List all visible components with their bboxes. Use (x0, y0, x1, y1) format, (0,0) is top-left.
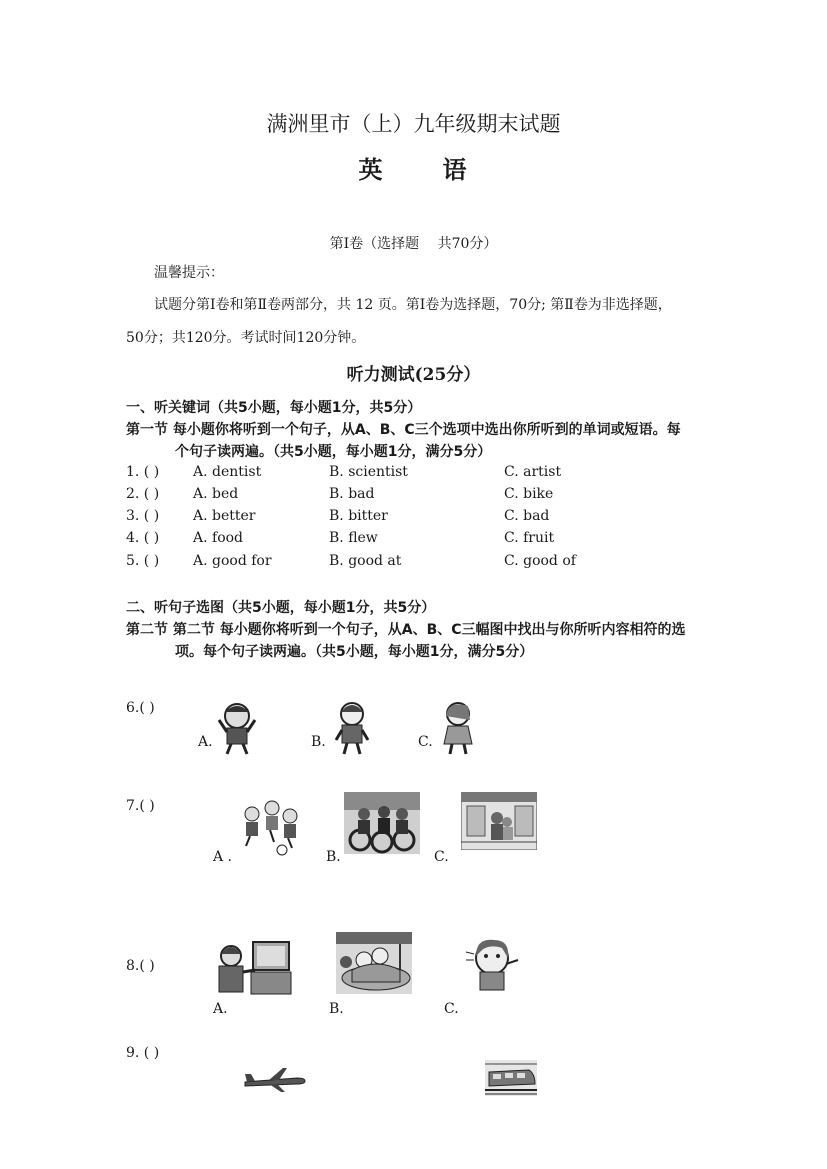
section1-instruction-1: 第一节 每小题你将听到一个句子，从A、B、C三个选项中选出你所听到的单词或短语。每 (126, 422, 681, 438)
subject-title (0, 150, 827, 185)
q8-label-c: C. (444, 1001, 459, 1017)
tips-line-2: 50分；共120分。考试时间120分钟。 (126, 330, 366, 346)
q7-picture-b (344, 792, 420, 854)
q6-picture-b (332, 700, 372, 756)
q5-option-b: B. good at (329, 553, 402, 569)
section1-instruction-2: 个句子读两遍。（共5小题，每小题1分，满分5分） (175, 444, 492, 460)
q7-label-b: B. (326, 849, 341, 865)
q4-option-a: A. food (193, 530, 244, 546)
q6-label-b: B. (311, 734, 326, 750)
q2-option-b: B. bad (329, 486, 375, 502)
q1-option-a: A. dentist (193, 464, 262, 480)
q1-option-b: B. scientist (329, 464, 408, 480)
q4-number: 4. ( ) (126, 530, 160, 546)
subject-char-2: 语 (442, 155, 469, 184)
q5-option-a: A. good for (193, 553, 272, 569)
q8-label-b: B. (329, 1001, 344, 1017)
q3-option-b: B. bitter (329, 508, 388, 524)
section2-instruction-1: 第二节 第二节 每小题你将听到一个句子，从A、B、C三幅图中找出与你所听内容相符的选 (126, 622, 686, 638)
exam-title: 满洲里市（上）九年级期末试题 (266, 112, 561, 136)
section2-heading: 二、听句子选图（共5小题，每小题1分，共5分） (126, 600, 436, 616)
q1-option-c: C. artist (504, 464, 562, 480)
q5-number: 5. ( ) (126, 553, 160, 569)
tips-label: 温馨提示： (154, 265, 224, 281)
subject-char-1: 英 (358, 155, 385, 184)
q9-number: 9. ( ) (126, 1045, 160, 1061)
q6-picture-a (213, 700, 261, 756)
q2-option-a: A. bed (193, 486, 239, 502)
q9-train-picture (485, 1060, 537, 1096)
section1-heading: 一、听关键词（共5小题，每小题1分，共5分） (126, 400, 422, 416)
q9-airplane-picture (243, 1066, 307, 1092)
q4-option-b: B. flew (329, 530, 378, 546)
q3-option-a: A. better (193, 508, 256, 524)
listening-title: 听力测试(25分） (346, 365, 481, 385)
q7-picture-c (461, 792, 537, 850)
q7-number: 7.( ) (126, 798, 155, 814)
q2-number: 2. ( ) (126, 486, 160, 502)
q1-number: 1. ( ) (126, 464, 160, 480)
q6-label-c: C. (418, 734, 433, 750)
q7-label-a: A . (213, 849, 233, 865)
q7-label-c: C. (434, 849, 449, 865)
q2-option-c: C. bike (504, 486, 554, 502)
q7-picture-a (238, 798, 304, 856)
section2-instruction-2: 项。每个句子读两遍。（共5小题，每小题1分，满分5分） (175, 644, 534, 660)
part-heading: 第Ⅰ卷（选择题 共70分） (329, 236, 498, 252)
q8-picture-c (462, 934, 524, 992)
q8-picture-b (336, 932, 412, 994)
q6-picture-c (436, 700, 476, 756)
q8-label-a: A. (213, 1001, 228, 1017)
q5-option-c: C. good of (504, 553, 576, 569)
q3-number: 3. ( ) (126, 508, 160, 524)
q8-picture-a (213, 938, 297, 996)
tips-line-1: 试题分第Ⅰ卷和第Ⅱ卷两部分，共 12 页。第Ⅰ卷为选择题，70分; 第Ⅱ卷为非选择题， (154, 297, 672, 313)
q6-number: 6.( ) (126, 700, 155, 716)
q8-number: 8.( ) (126, 958, 155, 974)
q3-option-c: C. bad (504, 508, 550, 524)
q6-label-a: A. (198, 734, 213, 750)
q4-option-c: C. fruit (504, 530, 555, 546)
